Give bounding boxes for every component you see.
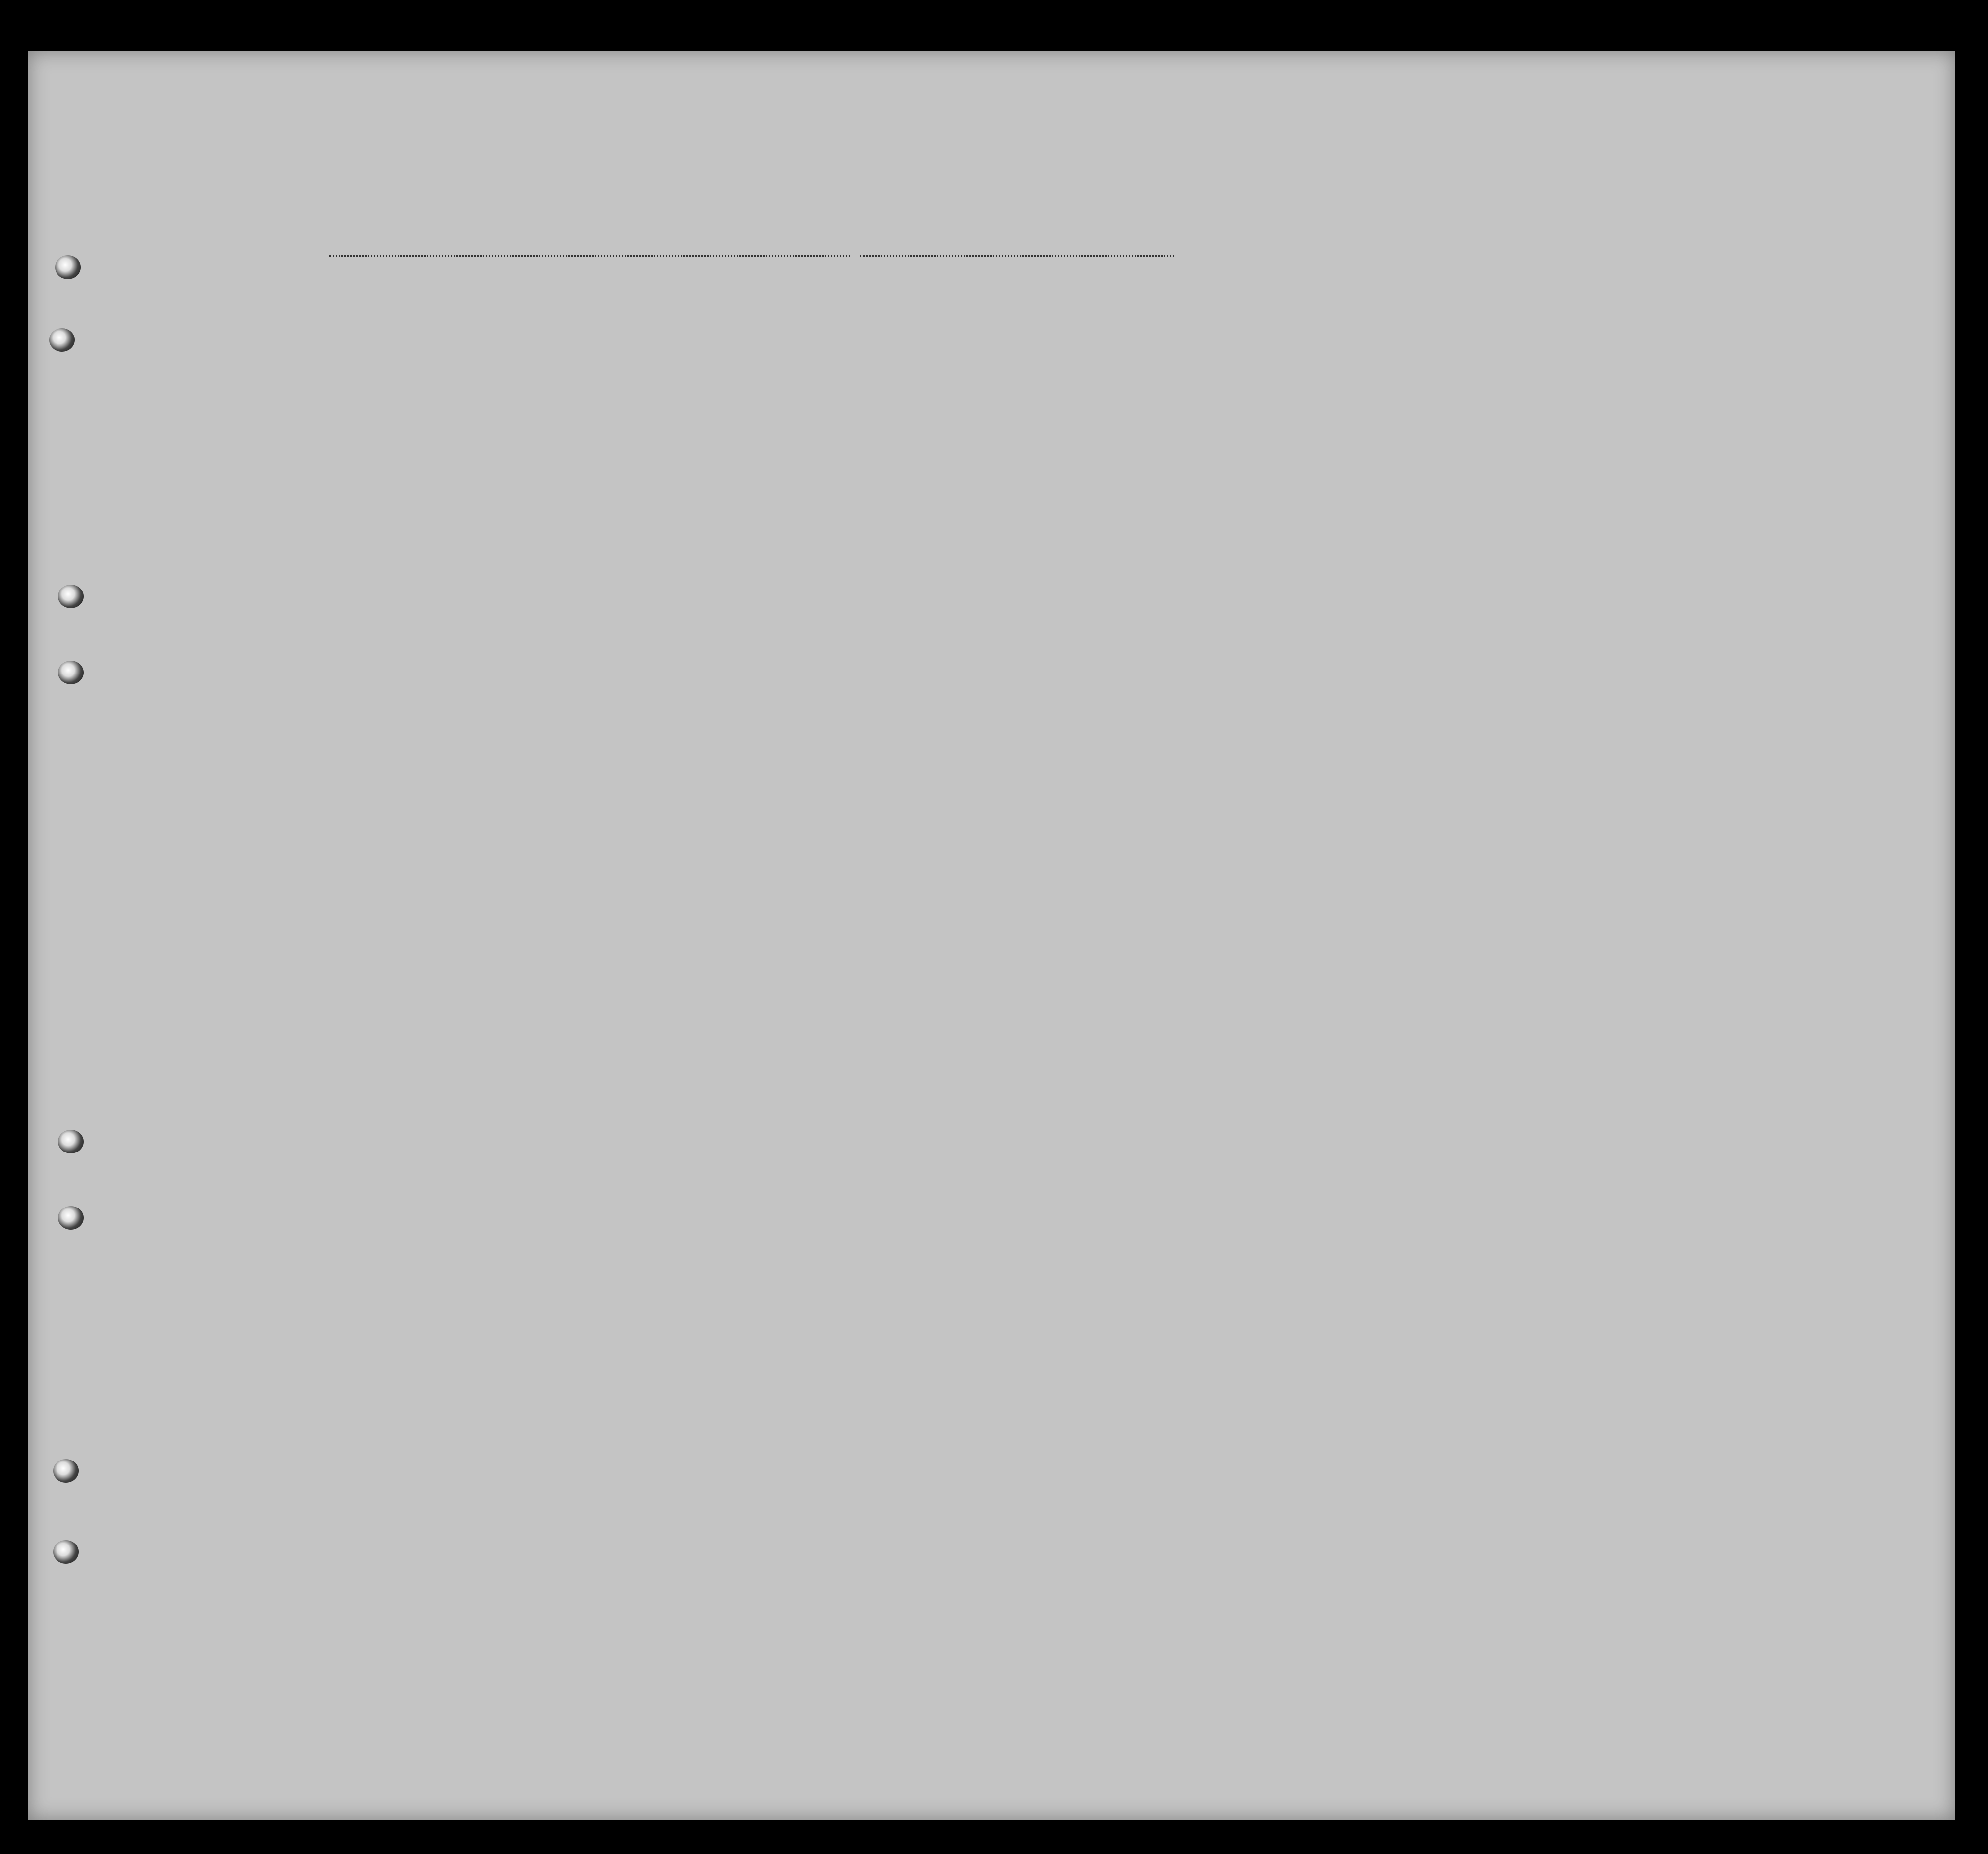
- header-question-28: [1366, 319, 1405, 442]
- header-labor-offer: [1415, 324, 1449, 442]
